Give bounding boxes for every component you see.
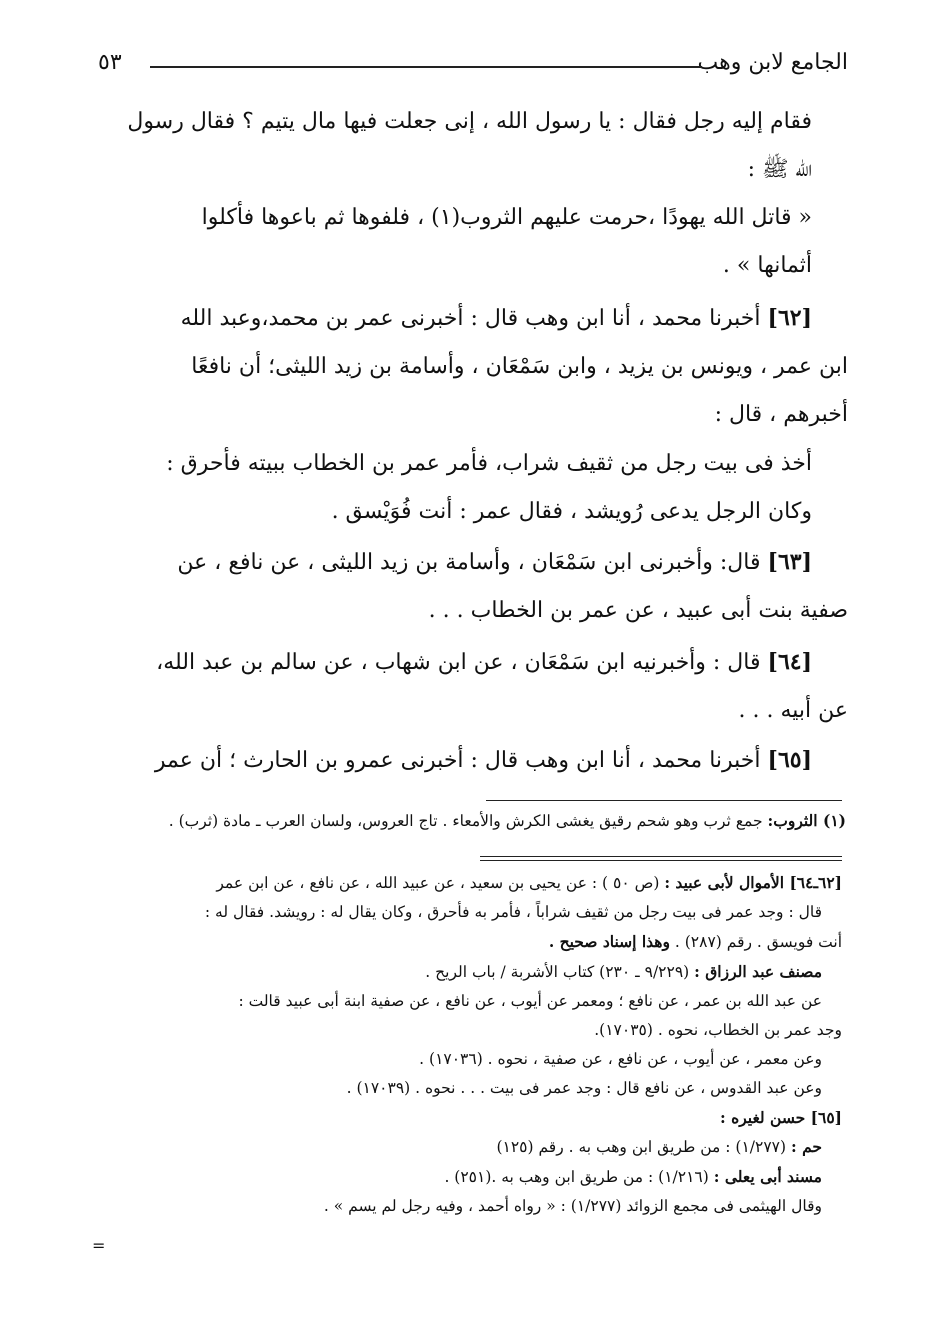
hadith-62-text: أخبرنا محمد ، أنا ابن وهب قال : أخبرنى عمر بن محمد،وعبد الله: [180, 306, 761, 331]
note-4-text: (٩/٢٢٩ ـ ٢٣٠) كتاب الأشربة / باب الريح .: [425, 963, 690, 981]
header-rule: [150, 66, 702, 68]
note-4-source: مصنف عبد الرزاق :: [694, 962, 822, 981]
takhrij-notes: [82, 868, 842, 1221]
hadith-64-line-1: [98, 638, 848, 687]
hadith-62-line-3: أخبرهم ، قال :: [714, 402, 848, 427]
hadith-62-line-2: ابن عمر ، ويونس بن يزيد ، وابن سَمْعَان ، وأسامة بن زيد الليثى؛ أن نافعًا: [191, 354, 848, 379]
paragraph-1-line-2: الله ﷺ :: [747, 157, 812, 182]
note-10-text: (١/٢٧٧) : من طريق ابن وهب به . رقم (١٢٥): [496, 1138, 787, 1156]
footnote-1-label: (١) الثروب:: [767, 811, 846, 830]
note-line-11: [82, 1162, 842, 1192]
note-line-3: [82, 927, 842, 957]
note-line-6: وجد عمر بن الخطاب، نحوه . (١٧٠٣٥).: [594, 1021, 842, 1039]
hadith-quote: [98, 194, 848, 290]
hadith-63-text: قال: وأخبرنى ابن سَمْعَان ، وأسامة بن زيد الليثى ، عن نافع ، عن: [177, 550, 761, 575]
paragraph-1: [98, 98, 848, 194]
paragraph-1-line-1: فقام إليه رجل فقال : يا رسول الله ، إنى جعلت فيها مال يتيم ؟ فقال رسول: [127, 109, 812, 134]
footnote-1-text: جمع ثرب وهو شحم رقيق يغشى الكرش والأمعاء . تاج العروس، ولسان العرب ـ مادة (ثرب) .: [168, 812, 763, 830]
hadith-64: [98, 638, 848, 735]
note-1-source: [٦٢ـ٦٤] الأموال لأبى عبيد :: [664, 873, 842, 892]
hadith-62: [98, 294, 848, 439]
footnote-rule: [486, 800, 842, 801]
notes-double-rule: [480, 856, 842, 861]
note-line-7: وعن معمر ، عن أيوب ، عن نافع ، عن صفية ، نحوه . (١٧٠٣٦) .: [419, 1050, 822, 1068]
hadith-quote-line-1: « قاتل الله يهودًا ،حرمت عليهم الثروب(١) ، فلفوها ثم باعوها فأكلوا: [201, 205, 812, 230]
note-line-4: [82, 957, 842, 987]
hadith-64-text: قال : وأخبرنيه ابن سَمْعَان ، عن ابن شهاب ، عن سالم بن عبد الله،: [156, 650, 761, 675]
narration-line-1: أخذ فى بيت رجل من ثقيف شراب، فأمر عمر بن الخطاب ببيته فأحرق :: [166, 451, 812, 476]
note-1-text: (ص ٥٠ ) : عن يحيى بن سعيد ، عن عبيد الله ، عن نافع ، عن ابن عمر: [216, 874, 660, 892]
note-line-12: وقال الهيثمى فى مجمع الزوائد (١/٢٧٧) : « رواه أحمد ، وفيه رجل لم يسم » .: [323, 1197, 822, 1215]
hadith-62-number: [٦٢]: [767, 305, 812, 331]
hadith-65: [98, 736, 848, 785]
hadith-64-line-2: عن أبيه . . .: [738, 698, 848, 723]
page-number: ٥٣: [98, 50, 122, 75]
note-11-text: (١/٢١٦) : من طريق ابن وهب به .(٢٥١) .: [444, 1168, 709, 1186]
hadith-64-number: [٦٤]: [767, 649, 812, 675]
note-10-source: حم :: [790, 1137, 822, 1156]
footnote-1: [96, 808, 846, 834]
note-line-1: [82, 868, 842, 898]
hadith-65-number: [٦٥]: [767, 747, 812, 773]
hadith-63-number: [٦٣]: [767, 549, 812, 575]
hadith-65-line-1: [98, 736, 848, 785]
note-line-2: قال : وجد عمر فى بيت رجل من ثقيف شراباً ، فأمر به فأحرق ، وكان يقال له : رويشد. فقال له :: [204, 903, 822, 921]
note-line-5: عن عبد الله بن عمر ، عن نافع ؛ ومعمر عن أيوب ، عن نافع ، عن صفية ابنة أبى عبيد قالت :: [238, 992, 822, 1010]
note-11-source: مسند أبى يعلى :: [713, 1167, 822, 1186]
note-line-9: [٦٥] حسن لغيره :: [719, 1108, 842, 1127]
hadith-63: [98, 538, 848, 635]
running-title: الجامع لابن وهب: [697, 50, 848, 75]
narration: [98, 440, 848, 536]
continuation-mark: =: [92, 1236, 106, 1255]
hadith-65-text: أخبرنا محمد ، أنا ابن وهب قال : أخبرنى عمرو بن الحارث ؛ أن عمر: [154, 748, 761, 773]
note-3-text: أنت فويسق . رقم (٢٨٧) .: [674, 933, 842, 951]
note-line-10: [82, 1132, 842, 1162]
narration-line-2: وكان الرجل يدعى رُويشد ، فقال عمر : أنت فُوَيْسق .: [331, 499, 812, 524]
hadith-63-line-1: [98, 538, 848, 587]
hadith-63-line-2: صفية بنت أبى عبيد ، عن عمر بن الخطاب . . .: [428, 598, 848, 623]
note-3-grade: وهذا إسناد صحيح .: [548, 932, 670, 951]
note-line-8: وعن عبد القدوس ، عن نافع قال : وجد عمر فى بيت . . . نحوه . (١٧٠٣٩) .: [346, 1079, 822, 1097]
hadith-quote-line-2: أثمانها » .: [722, 253, 812, 278]
hadith-62-line-1: [98, 294, 848, 343]
